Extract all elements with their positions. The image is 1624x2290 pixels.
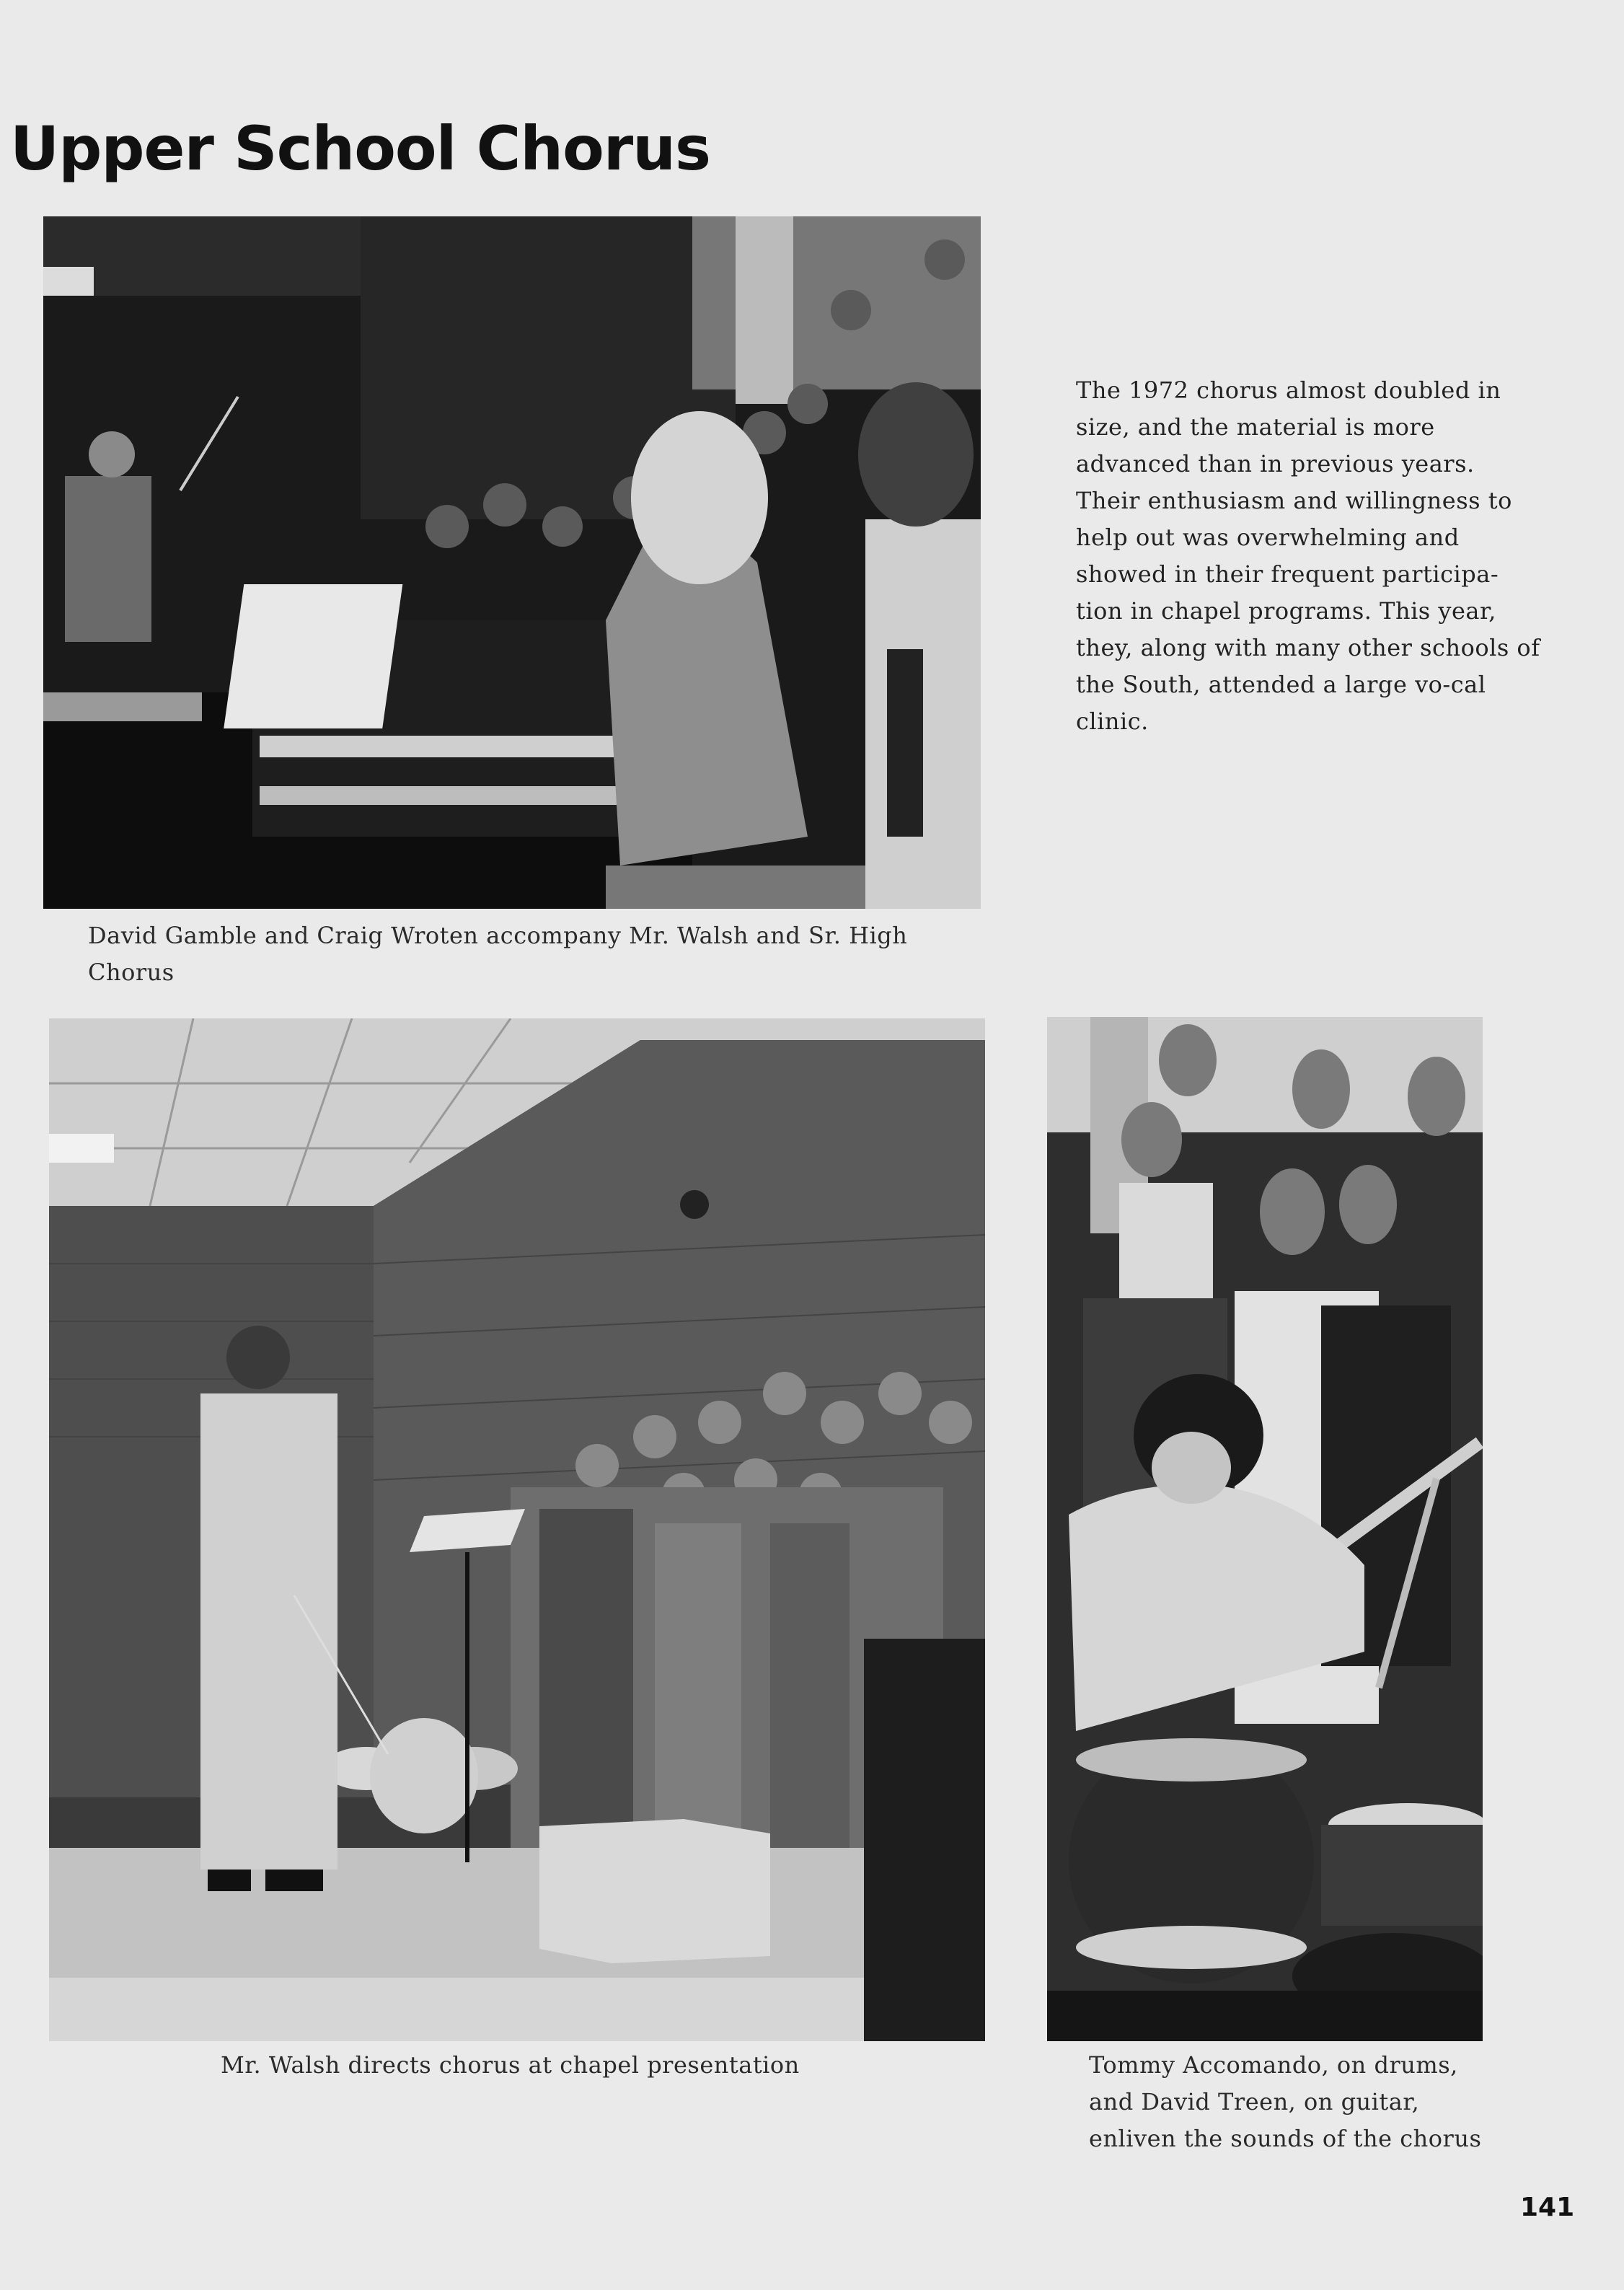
page-number: 141 bbox=[1520, 2193, 1575, 2222]
body-text: The 1972 chorus almost doubled in size, and the material is more advanced than in previous years. Their enthusiasm and willingness to help out was overwhelming and showed in their frequent participa-tion in chapel programs. This year, they, along with many other schools of the South, attended a large vo-cal clinic. bbox=[1076, 376, 1540, 735]
page-title: Upper School Chorus bbox=[10, 113, 711, 184]
photo-caption: David Gamble and Craig Wroten accompany Mr. Walsh and Sr. High Chorus bbox=[88, 922, 908, 986]
photo-organ-accompaniment bbox=[43, 216, 981, 909]
photo-drums-guitar bbox=[1047, 1017, 1483, 2041]
photo-caption: Tommy Accomando, on drums, and David Treen, on guitar, enliven the sounds of the chorus bbox=[1089, 2051, 1482, 2152]
photo-chorus-stage bbox=[49, 1018, 985, 2041]
photo-caption: Mr. Walsh directs chorus at chapel presentation bbox=[221, 2051, 800, 2079]
